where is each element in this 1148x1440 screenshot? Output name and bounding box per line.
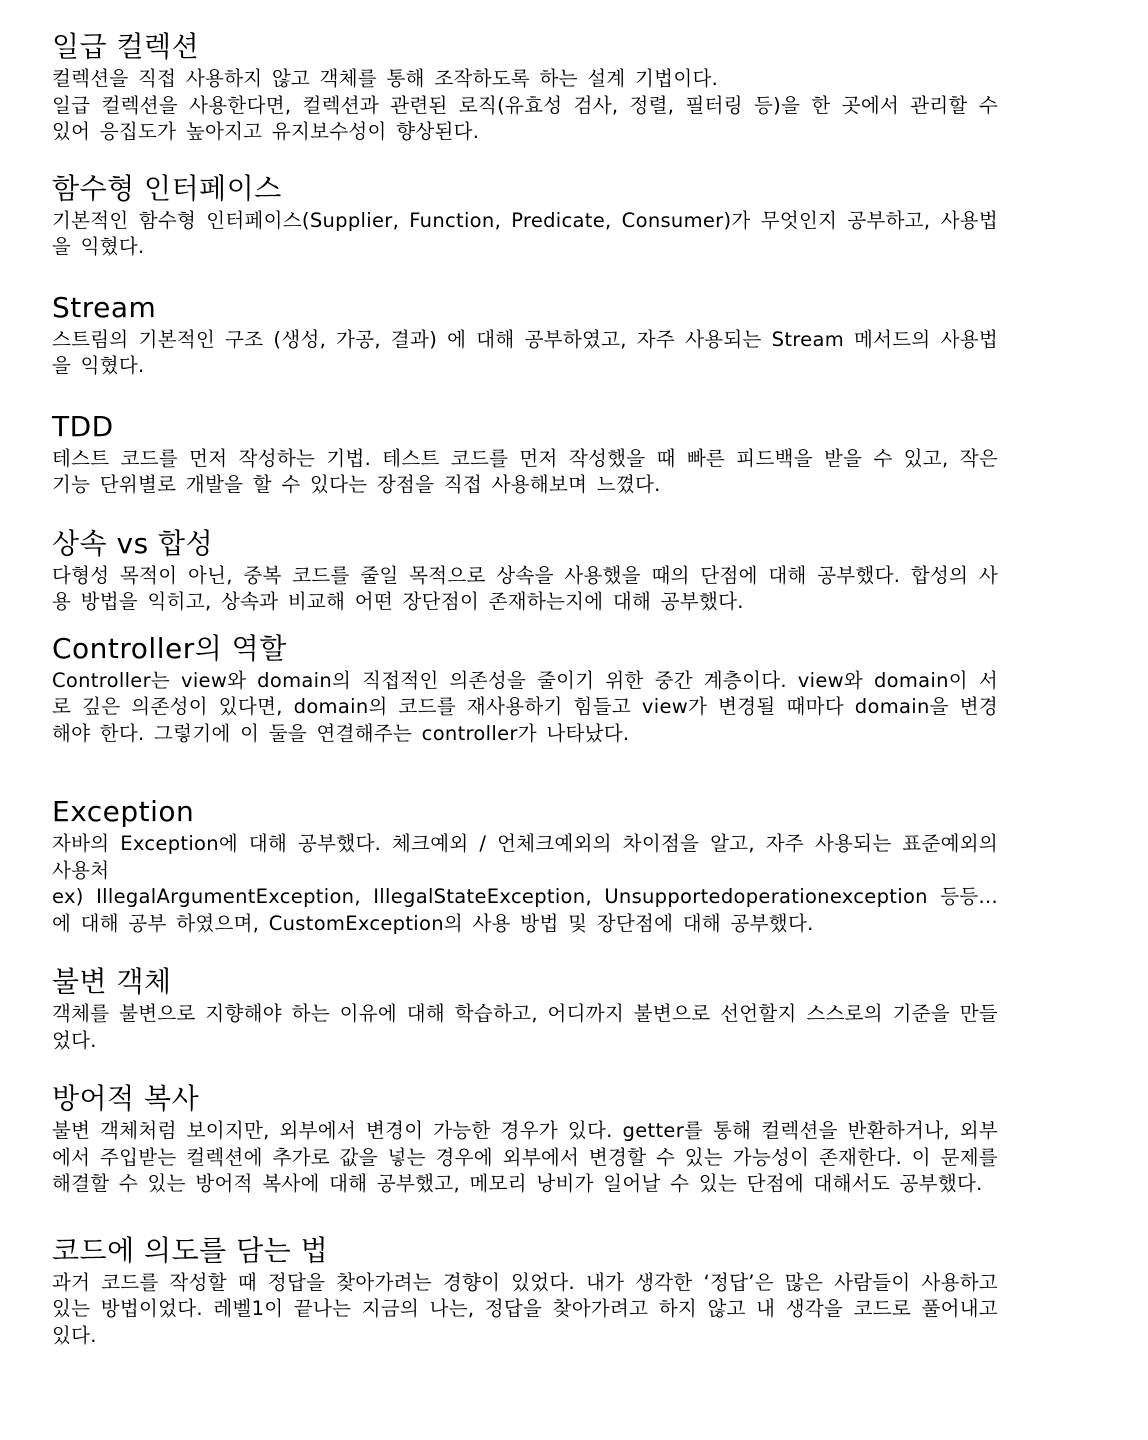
section-body-text: [52, 66, 998, 146]
section-body: 스트림의 기본적인 구조 (생성, 가공, 결과) 에 대해 공부하였고, 자주 사용되는 Stream 메서드의 사용법을 익혔다.: [52, 327, 998, 377]
section-body: [52, 831, 998, 937]
section-tdd: [52, 410, 998, 499]
section-defensive-copy: [52, 1082, 998, 1198]
section-heading: 코드에 의도를 담는 법: [52, 1233, 329, 1267]
section-heading: 상속 vs 합성: [52, 526, 214, 560]
section-body: 객체를 불변으로 지향해야 하는 이유에 대해 학습하고, 어디까지 불변으로 선언할지 스스로의 기준을 만들었다.: [52, 1002, 998, 1052]
section-heading: 방어적 복사: [52, 1082, 200, 1115]
section-heading: 일급 컬렉션: [52, 30, 200, 63]
section-heading: TDD: [52, 409, 114, 443]
section-body-line: ex) IllegalArgumentException, IllegalStateException, Unsupportedoperationexception 등등... 에 대해 공부 하였으며, CustomException의 사용 방법 및 장단점에 대해 공부했다.: [52, 885, 998, 935]
section-heading: 함수형 인터페이스: [52, 171, 282, 205]
section-body-line: 컬렉션을 직접 사용하지 않고 객체를 통해 조작하도록 하는 설계 기법이다.: [52, 67, 719, 90]
section-heading: 불변 객체: [52, 965, 172, 998]
section-functional-interface: [52, 172, 998, 261]
section-body: Controller는 view와 domain의 직접적인 의존성을 줄이기 위한 중간 계층이다. view와 domain이 서로 깊은 의존성이 있다면, domain의 코드를 재사용하기 힘들고 view가 변경될 때마다 domain을 변경해야 한다. 그렇기에 이 둘을 연결해주는 controller가 나타났다.: [52, 668, 998, 745]
section-first-class-collection: [52, 30, 998, 146]
section-body-text: [52, 831, 998, 937]
section-immutable-object: [52, 965, 998, 1054]
section-heading: Controller의 역할: [52, 631, 287, 665]
section-intent-in-code: [52, 1234, 998, 1350]
section-body: [52, 66, 998, 146]
section-body: 기본적인 함수형 인터페이스(Supplier, Function, Predicate, Consumer)가 무엇인지 공부하고, 사용법을 익혔다.: [52, 208, 998, 258]
section-body: 테스트 코드를 먼저 작성하는 기법. 테스트 코드를 먼저 작성했을 때 빠른 피드백을 받을 수 있고, 작은 기능 단위별로 개발을 할 수 있다는 장점을 직접 사용해보며 느꼈다.: [52, 446, 998, 496]
section-body: 과거 코드를 작성할 때 정답을 찾아가려는 경향이 있었다. 내가 생각한 ‘정답’은 많은 사람들이 사용하고 있는 방법이었다. 레벨1이 끝나는 지금의 나는, 정답을 찾아가려고 하지 않고 내 생각을 코드로 풀어내고 있다.: [52, 1270, 998, 1347]
section-body-line: 일급 컬렉션을 사용한다면, 컬렉션과 관련된 로직(유효성 검사, 정렬, 필터링 등)을 한 곳에서 관리할 수 있어 응집도가 높아지고 유지보수성이 향상된다.: [52, 93, 998, 143]
section-inheritance-vs-composition: [52, 527, 998, 616]
section-stream: [52, 291, 998, 380]
section-exception: [52, 795, 998, 937]
document-page: [52, 30, 998, 1349]
section-body: 불변 객체처럼 보이지만, 외부에서 변경이 가능한 경우가 있다. getter를 통해 컬렉션을 반환하거나, 외부에서 주입받는 컬렉션에 추가로 값을 넣는 경우에 외부에서 변경할 수 있는 가능성이 존재한다. 이 문제를 해결할 수 있는 방어적 복사에 대해 공부했고, 메모리 낭비가 일어날 수 있는 단점에 대해서도 공부했다.: [52, 1119, 998, 1195]
section-heading: Exception: [52, 795, 195, 828]
section-controller-role: [52, 632, 998, 748]
section-body: 다형성 목적이 아닌, 중복 코드를 줄일 목적으로 상속을 사용했을 때의 단점에 대해 공부했다. 합성의 사용 방법을 익히고, 상속과 비교해 어떤 장단점이 존재하는지에 대해 공부했다.: [52, 563, 998, 613]
section-body-line: 자바의 Exception에 대해 공부했다. 체크예외 / 언체크예외의 차이점을 알고, 자주 사용되는 표준예외의 사용처: [52, 832, 998, 882]
section-heading: Stream: [52, 290, 157, 324]
